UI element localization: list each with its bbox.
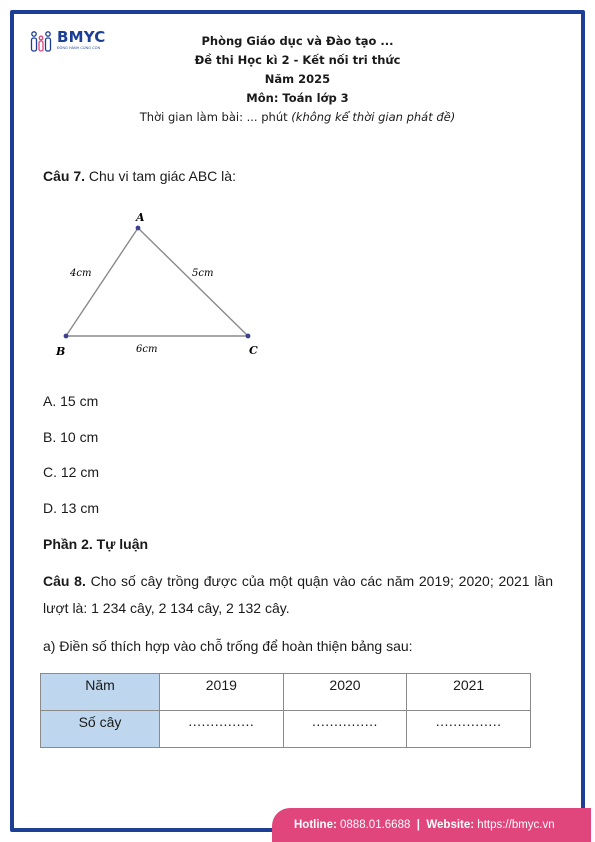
footer-separator: | xyxy=(416,819,420,831)
footer-hotline[interactable]: 0888.01.6688 xyxy=(340,819,411,831)
logo-text: BMYC xyxy=(57,28,106,46)
table-blank-cell[interactable]: ............... xyxy=(407,711,531,748)
vertex-b-point xyxy=(64,334,69,339)
table-blank-cell[interactable]: ............... xyxy=(160,711,284,748)
vertex-a-label: A xyxy=(136,211,145,224)
part-2-title: Phần 2. Tự luận xyxy=(43,536,149,552)
vertex-b-label: B xyxy=(56,345,66,358)
vertex-c-label: C xyxy=(249,344,258,357)
header-time-prefix: Thời gian làm bài: ... phút xyxy=(139,110,288,124)
side-ac xyxy=(138,228,248,336)
table-cell-year: 2019 xyxy=(160,674,284,711)
footer-bar xyxy=(272,808,591,842)
option-c[interactable]: C. 12 cm xyxy=(43,464,100,480)
vertex-a-point xyxy=(136,226,141,231)
logo-tagline: ĐỒNG HÀNH CÙNG CON xyxy=(57,46,101,50)
table-cell-year: 2020 xyxy=(283,674,407,711)
header-time-note: (không kể thời gian phát đề) xyxy=(291,110,456,124)
side-ab-label: 4cm xyxy=(70,268,92,279)
table-header-year: Năm xyxy=(41,674,160,711)
header-department: Phòng Giáo dục và Đào tạo ... xyxy=(201,34,394,48)
triangle-figure xyxy=(40,200,280,365)
question-7 xyxy=(43,168,236,184)
header-year: Năm 2025 xyxy=(264,72,331,86)
footer-website-label: Website: xyxy=(426,819,475,831)
tree-count-table xyxy=(40,673,531,748)
question-8-text: Cho số cây trồng được của một quận vào các năm 2019; 2020; 2021 lần lượt là: 1 234 cây, 2 134 cây, 2 132 cây. xyxy=(43,573,554,616)
header-exam-title: Đề thi Học kì 2 - Kết nối tri thức xyxy=(194,53,401,67)
footer-hotline-label: Hotline: xyxy=(294,819,337,831)
option-b[interactable]: B. 10 cm xyxy=(43,429,99,445)
table-blank-cell[interactable]: ............... xyxy=(283,711,407,748)
header-subject: Môn: Toán lớp 3 xyxy=(246,91,349,105)
table-row xyxy=(41,711,531,748)
question-7-label: Câu 7. xyxy=(43,168,86,184)
side-bc-label: 6cm xyxy=(136,344,158,355)
option-a[interactable]: A. 15 cm xyxy=(43,393,99,409)
side-ac-label: 5cm xyxy=(192,268,214,279)
vertex-c-point xyxy=(246,334,251,339)
question-7-text: Chu vi tam giác ABC là: xyxy=(88,168,236,184)
table-row xyxy=(41,674,531,711)
side-ab xyxy=(66,228,138,336)
question-8a: a) Điền số thích hợp vào chỗ trống để hoàn thiện bảng sau: xyxy=(43,638,413,654)
option-d[interactable]: D. 13 cm xyxy=(43,500,100,516)
exam-header xyxy=(0,32,595,127)
header-time xyxy=(0,108,595,127)
question-8-label: Câu 8. xyxy=(43,573,86,589)
question-8 xyxy=(43,568,553,622)
table-header-tree-count: Số cây xyxy=(41,711,160,748)
footer-website-link[interactable]: https://bmyc.vn xyxy=(477,819,555,831)
table-cell-year: 2021 xyxy=(407,674,531,711)
